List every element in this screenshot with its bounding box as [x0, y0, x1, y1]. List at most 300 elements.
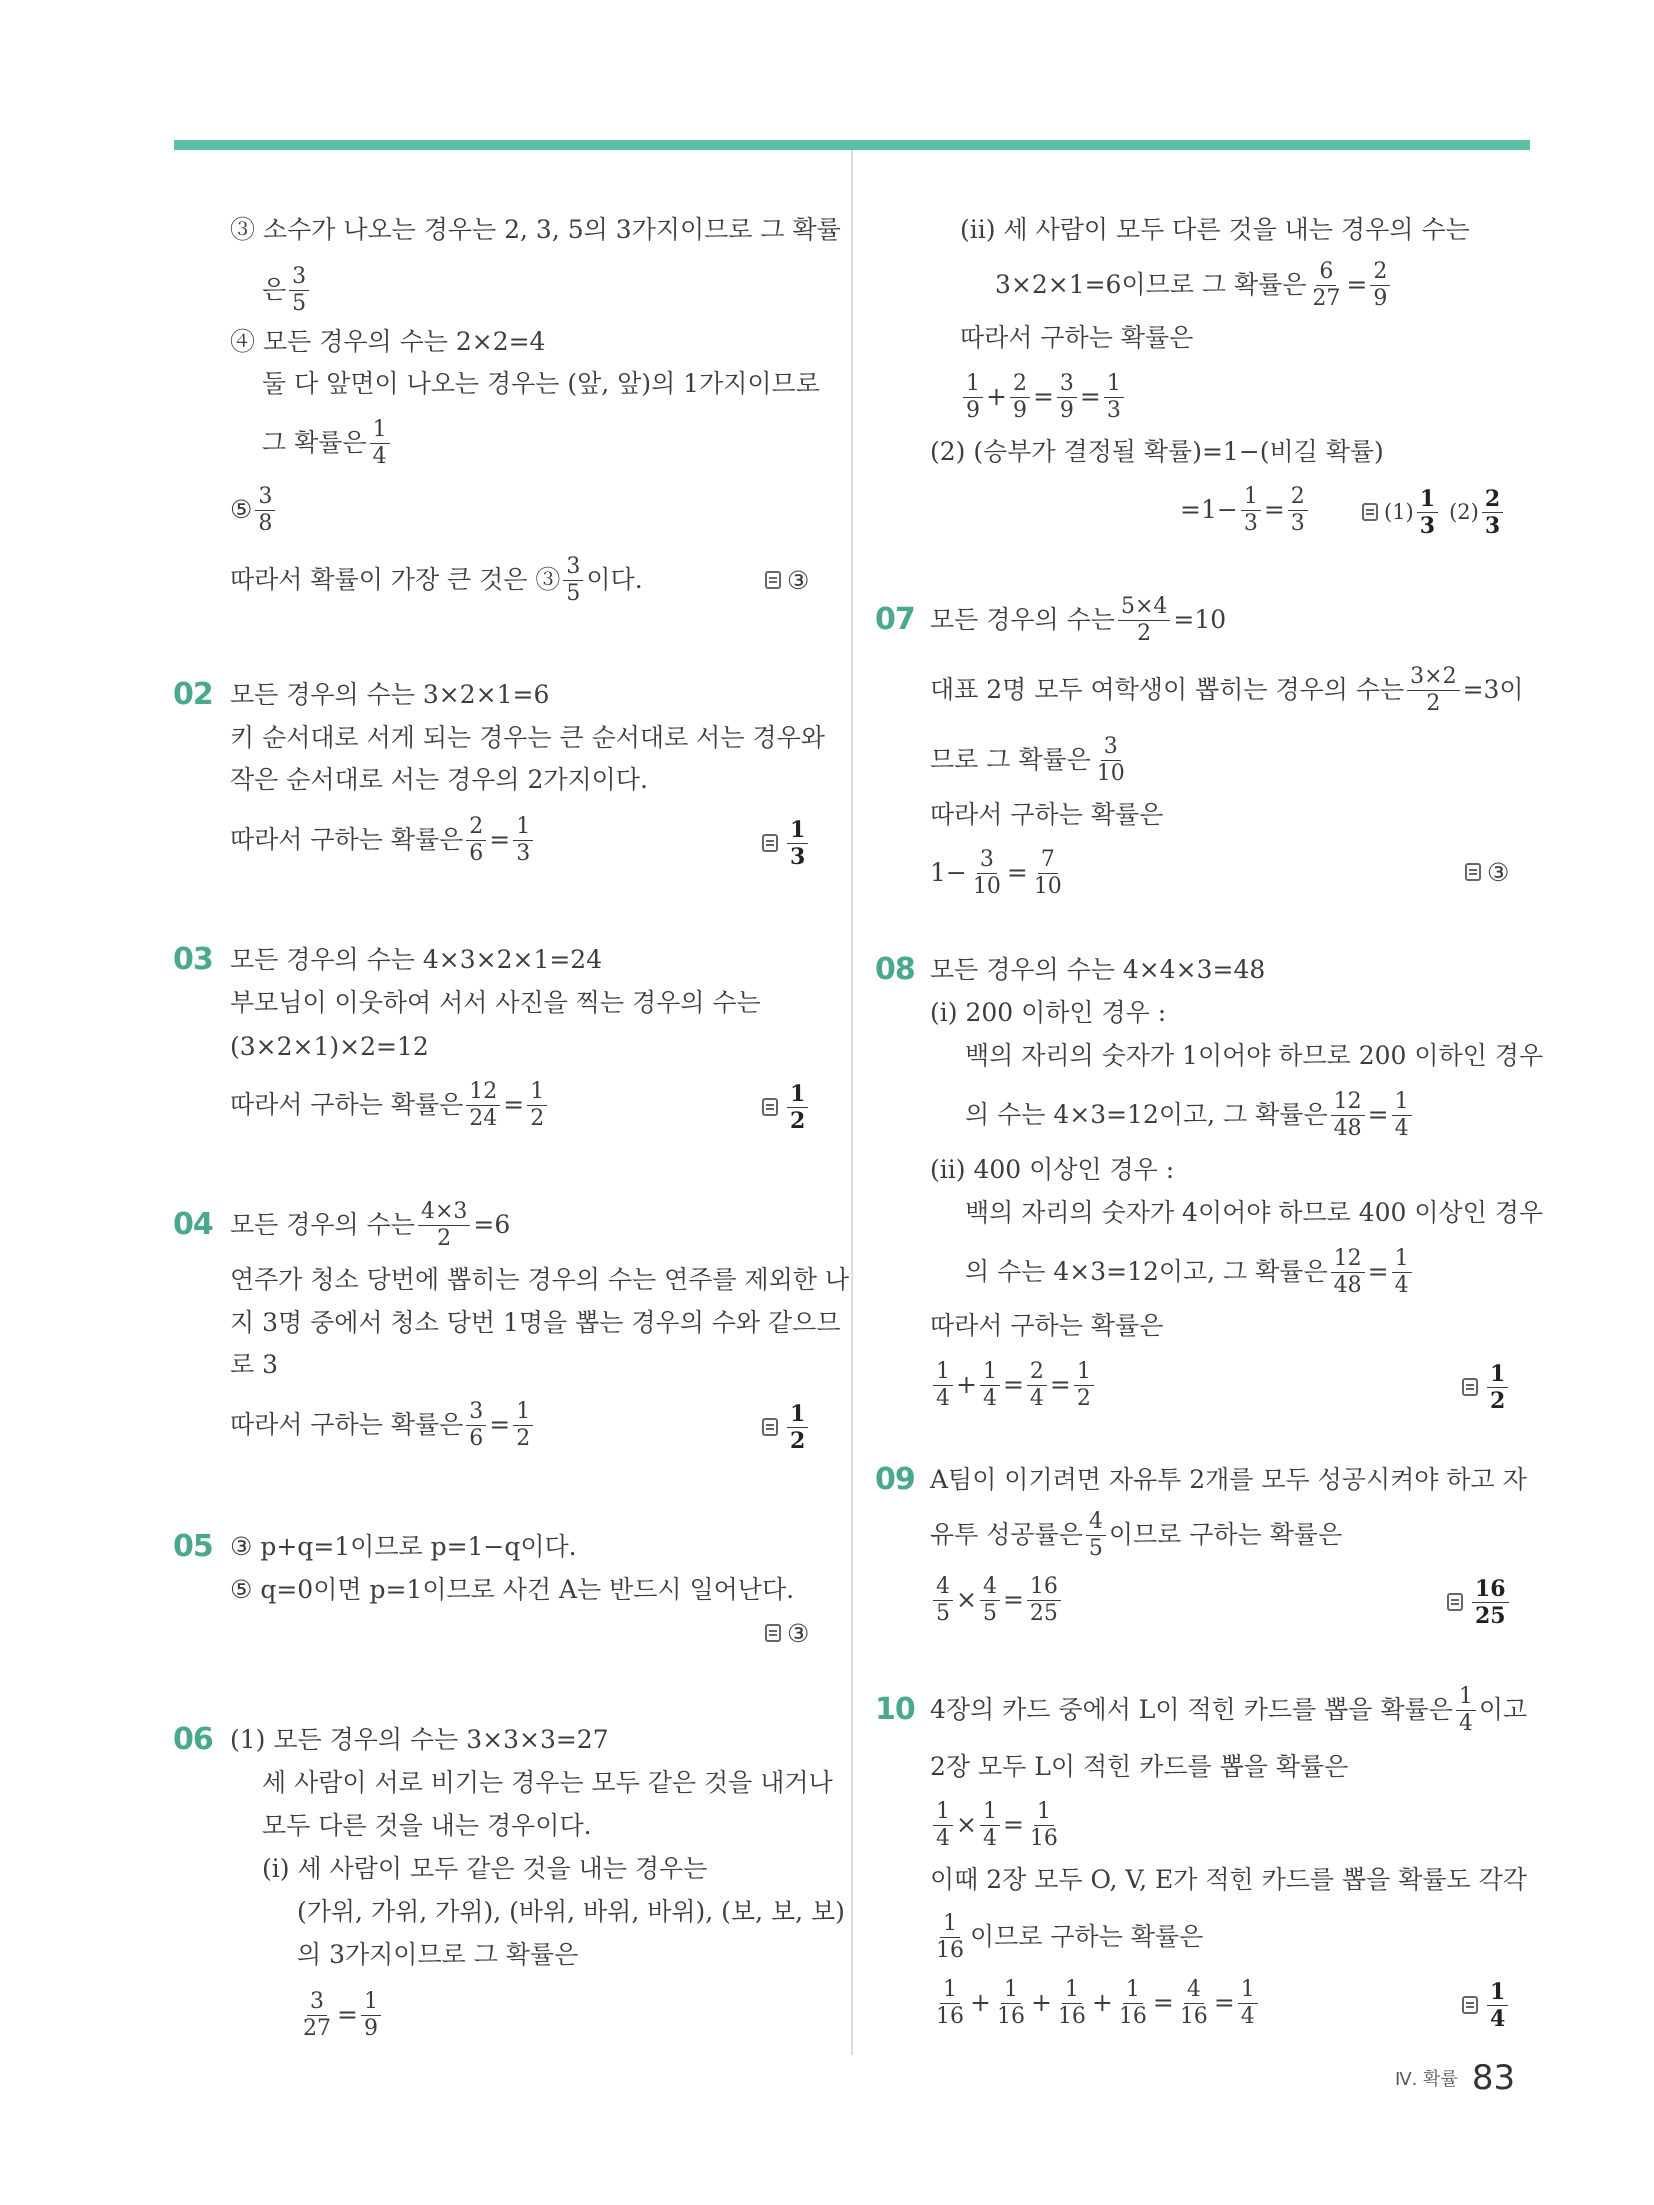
- text: 따라서 구하는 확률은: [230, 1410, 464, 1439]
- denominator: 4: [1240, 2003, 1255, 2029]
- denominator: 10: [1096, 760, 1125, 786]
- denominator: 2: [790, 1107, 806, 1134]
- answer-fraction: [1472, 1575, 1509, 1629]
- p05-line1: [230, 1527, 577, 1567]
- numerator: 3: [307, 1991, 327, 2016]
- operator: =: [1006, 858, 1028, 887]
- fraction: [1086, 1508, 1106, 1561]
- p04-line1: [230, 1200, 510, 1250]
- operator: +: [970, 1988, 991, 2017]
- denominator: 3: [1484, 512, 1501, 539]
- text: (1) 모든 경우의 수는 3×3×3=27: [230, 1725, 609, 1754]
- denominator: 9: [966, 397, 980, 423]
- denominator: 2: [1490, 1387, 1506, 1414]
- p01-line5: [262, 364, 820, 404]
- answer-label: (1): [1384, 500, 1414, 524]
- p06-line5: [297, 1892, 845, 1932]
- denominator: 16: [1118, 2003, 1147, 2029]
- p03-line2: [230, 983, 761, 1023]
- p07-line4: [930, 795, 1163, 835]
- fraction: [980, 1358, 1000, 1411]
- denominator: 10: [1033, 873, 1062, 899]
- numerator: 16: [1027, 1576, 1061, 1601]
- fraction: [563, 553, 583, 606]
- numerator: 1: [1417, 488, 1438, 513]
- text: 따라서 확률이 가장 큰 것은 ③: [230, 565, 561, 594]
- text: 키 순서대로 서게 되는 경우는 큰 순서대로 서는 경우와: [230, 723, 825, 752]
- text: 의 3가지이므로 그 확률은: [297, 1940, 579, 1969]
- p09-line3: [930, 1575, 1064, 1625]
- denominator: 2: [790, 1427, 806, 1454]
- answer-value: ③: [787, 565, 810, 595]
- fraction: [466, 1398, 486, 1451]
- p02-line3: [230, 760, 648, 800]
- p07-line1: [930, 595, 1226, 645]
- operator: +: [986, 382, 1007, 411]
- denominator: 5: [982, 1600, 997, 1626]
- text: 따라서 구하는 확률은: [230, 1090, 464, 1119]
- fraction: [513, 1398, 533, 1451]
- problem-number-08: 08: [875, 952, 915, 987]
- operator: =: [1032, 382, 1054, 411]
- numerator: 1: [933, 1361, 953, 1386]
- problem-number-06: 06: [173, 1722, 213, 1757]
- fraction: [1288, 483, 1308, 536]
- fraction: [933, 1976, 967, 2029]
- p06b-line6: [1180, 485, 1311, 535]
- p07-line3: [930, 735, 1131, 785]
- p10-line6: [930, 1978, 1261, 2028]
- numerator: 1: [527, 1081, 547, 1106]
- p03-line1: [230, 940, 602, 980]
- answer-07: [1465, 852, 1509, 892]
- text: 백의 자리의 숫자가 1이어야 하므로 200 이하인 경우: [965, 1041, 1544, 1070]
- text: 부모님이 이웃하여 서서 사진을 찍는 경우의 수는: [230, 988, 761, 1017]
- denominator: 3: [516, 840, 531, 866]
- numerator: 1: [787, 1083, 808, 1108]
- fraction: [1177, 1976, 1211, 2029]
- numerator: 12: [466, 1081, 500, 1106]
- p08-line1: [930, 950, 1265, 990]
- p03-line3: [230, 1027, 429, 1067]
- p08-line2: [930, 993, 1166, 1033]
- operator: ×: [956, 1585, 977, 1614]
- answer-03: [762, 1082, 811, 1132]
- text: (2) (승부가 결정될 확률)=1−(비길 확률): [930, 437, 1384, 466]
- answer-10: [1462, 1980, 1511, 2030]
- p06b-line4: [960, 372, 1127, 422]
- fraction: [994, 1976, 1028, 2029]
- p02-line2: [230, 718, 825, 758]
- denominator: 24: [469, 1105, 498, 1131]
- answer-icon: [762, 1098, 778, 1116]
- text: =3이: [1462, 675, 1524, 704]
- numerator: 1: [1241, 486, 1261, 511]
- text: 로 3: [230, 1350, 279, 1379]
- numerator: 3: [1057, 373, 1077, 398]
- p07-line5: [930, 848, 1068, 898]
- text: 모든 경우의 수는: [230, 1210, 415, 1239]
- fraction: [1094, 733, 1128, 786]
- fraction: [933, 1910, 967, 1963]
- fraction: [1456, 1683, 1476, 1736]
- text: (ⅱ) 세 사람이 모두 다른 것을 내는 경우의 수는: [960, 215, 1470, 244]
- operator: =: [1049, 1370, 1071, 1399]
- text: =1−: [1180, 495, 1238, 524]
- denominator: 5: [936, 1600, 950, 1626]
- operator: =: [1079, 382, 1101, 411]
- answer-icon: [1447, 1593, 1463, 1611]
- fraction: [527, 1078, 547, 1131]
- fraction: [466, 1078, 500, 1131]
- fraction: [361, 1988, 381, 2041]
- p06-line1: [230, 1720, 609, 1760]
- denominator: 6: [469, 1425, 484, 1451]
- numerator: 2: [466, 816, 486, 841]
- numerator: 4: [980, 1576, 1000, 1601]
- text: ③ p+q=1이므로 p=1−q이다.: [230, 1532, 577, 1561]
- numerator: 3: [563, 556, 583, 581]
- numerator: 1: [787, 1403, 808, 1428]
- text: 은: [262, 275, 287, 304]
- answer-icon: [765, 1624, 781, 1642]
- page-number: 83: [1471, 2058, 1516, 2098]
- fraction: [1309, 258, 1343, 311]
- p10-line3: [930, 1800, 1064, 1850]
- p10-line5: [930, 1912, 1203, 1962]
- p07-line2: [930, 665, 1524, 715]
- numerator: 7: [1038, 849, 1058, 874]
- denominator: 2: [1137, 620, 1152, 646]
- p01-line2: [262, 265, 312, 315]
- text: (ⅰ) 200 이하인 경우 :: [930, 998, 1167, 1027]
- text: 이므로 구하는 확률은: [1108, 1520, 1343, 1549]
- numerator: 12: [1331, 1091, 1365, 1116]
- numerator: 2: [1370, 261, 1390, 286]
- text: (ⅱ) 400 이상인 경우 :: [930, 1155, 1175, 1184]
- answer-fraction: [787, 816, 808, 870]
- p04-line5: [230, 1400, 536, 1450]
- fraction: [1392, 1088, 1412, 1141]
- text: 작은 순서대로 서는 경우의 2가지이다.: [230, 765, 648, 794]
- text: 유투 성공률은: [930, 1520, 1083, 1549]
- answer-icon: [762, 834, 778, 852]
- numerator: 1: [370, 419, 390, 444]
- answer-06: [1362, 487, 1506, 537]
- answer-icon: [1462, 1996, 1478, 2014]
- p08-line9: [930, 1360, 1097, 1410]
- numerator: 2: [1288, 486, 1308, 511]
- text: 모두 다른 것을 내는 경우이다.: [262, 1811, 592, 1840]
- denominator: 3: [1243, 510, 1258, 536]
- p01-line4: [230, 322, 545, 362]
- text: 3×2×1=6이므로 그 확률은: [995, 270, 1307, 299]
- text: 둘 다 앞면이 나오는 경우는 (앞, 앞)의 1가지이므로: [262, 369, 820, 398]
- numerator: 1: [1456, 1686, 1476, 1711]
- p06-line2: [262, 1763, 833, 1803]
- operator: =: [1002, 1370, 1024, 1399]
- denominator: 3: [1419, 512, 1436, 539]
- p01-line7: [230, 485, 278, 535]
- p01-line6: [262, 418, 393, 468]
- p06b-line3: [960, 318, 1193, 358]
- text: ⑤ q=0이면 p=1이므로 사건 A는 반드시 일어난다.: [230, 1575, 795, 1604]
- numerator: 3: [1101, 736, 1121, 761]
- p08-line7: [965, 1247, 1415, 1297]
- fraction: [289, 263, 309, 316]
- problem-number-05: 05: [173, 1529, 213, 1564]
- denominator: 3: [1290, 510, 1305, 536]
- text: 이므로 구하는 확률은: [970, 1922, 1204, 1951]
- denominator: 2: [516, 1425, 531, 1451]
- answer-fraction: [787, 1080, 808, 1134]
- p08-line4: [965, 1090, 1415, 1140]
- denominator: 4: [936, 1385, 950, 1411]
- denominator: 4: [982, 1825, 997, 1851]
- denominator: 16: [1029, 1825, 1058, 1851]
- text: 따라서 구하는 확률은: [930, 1311, 1164, 1340]
- operator: +: [956, 1370, 977, 1399]
- operator: =: [1002, 1810, 1024, 1839]
- fraction: [1118, 593, 1170, 646]
- fraction: [300, 1988, 334, 2041]
- denominator: 4: [936, 1825, 950, 1851]
- numerator: 3×2: [1407, 666, 1459, 691]
- answer-fraction: [1487, 1978, 1508, 2032]
- numerator: 1: [940, 1913, 960, 1938]
- fraction: [418, 1198, 470, 1251]
- denominator: 4: [1490, 2005, 1506, 2032]
- fraction: [1331, 1088, 1365, 1141]
- answer-icon: [1465, 863, 1481, 881]
- fraction: [1010, 370, 1030, 423]
- numerator: 1: [1238, 1979, 1258, 2004]
- fraction: [370, 416, 390, 469]
- operator: =: [1002, 1585, 1024, 1614]
- fraction: [513, 813, 533, 866]
- text: ④ 모든 경우의 수는 2×2=4: [230, 327, 546, 356]
- denominator: 25: [1029, 1600, 1058, 1626]
- numerator: 3: [255, 486, 275, 511]
- denominator: 4: [1394, 1115, 1409, 1141]
- p10-line1: [930, 1685, 1527, 1735]
- denominator: 27: [303, 2015, 331, 2041]
- numerator: 1: [787, 819, 808, 844]
- denominator: 27: [1312, 285, 1341, 311]
- numerator: 1: [1001, 1979, 1021, 2004]
- denominator: 2: [437, 1225, 452, 1251]
- text: 므로 그 확률은: [930, 745, 1091, 774]
- problem-number-07: 07: [875, 602, 915, 637]
- numerator: 1: [513, 1401, 533, 1426]
- p02-line4: [230, 815, 536, 865]
- operator: ×: [956, 1810, 977, 1839]
- answer-value: ③: [787, 1618, 810, 1648]
- text: 모든 경우의 수는 3×2×1=6: [230, 680, 550, 709]
- numerator: 16: [1472, 1578, 1509, 1603]
- text: (가위, 가위, 가위), (바위, 바위, 바위), (보, 보, 보): [297, 1897, 845, 1926]
- text: 지 3명 중에서 청소 당번 1명을 뽑는 경우의 수와 같으므: [230, 1308, 841, 1337]
- p09-line1: [930, 1460, 1527, 1500]
- p10-line2: [930, 1747, 1348, 1787]
- p10-line4: [930, 1860, 1527, 1900]
- numerator: 2: [1027, 1361, 1047, 1386]
- p06b-line5: [930, 432, 1384, 472]
- text: 따라서 구하는 확률은: [230, 825, 464, 854]
- denominator: 9: [1373, 285, 1388, 311]
- numerator: 3: [289, 266, 309, 291]
- denominator: 9: [1059, 397, 1074, 423]
- answer-04: [762, 1402, 811, 1452]
- fraction: [933, 1358, 953, 1411]
- denominator: 4: [982, 1385, 997, 1411]
- numerator: 1: [1062, 1979, 1082, 2004]
- answer-fraction: [1487, 1360, 1508, 1414]
- text: 세 사람이 서로 비기는 경우는 모두 같은 것을 내거나: [262, 1768, 833, 1797]
- answer-05: [765, 1613, 809, 1653]
- answer-01: [765, 560, 809, 600]
- p05-line2: [230, 1570, 794, 1610]
- fraction: [1027, 1573, 1061, 1626]
- numerator: 4: [1184, 1979, 1204, 2004]
- text: 백의 자리의 숫자가 4이어야 하므로 400 이상인 경우: [965, 1198, 1544, 1227]
- fraction: [1027, 1798, 1061, 1851]
- denominator: 4: [1458, 1710, 1473, 1736]
- denominator: 16: [936, 1937, 964, 1963]
- denominator: 4: [1394, 1272, 1409, 1298]
- denominator: 6: [469, 840, 484, 866]
- denominator: 16: [1057, 2003, 1086, 2029]
- denominator: 3: [1106, 397, 1121, 423]
- p06-line4: [262, 1849, 707, 1889]
- answer-icon: [1362, 503, 1378, 521]
- denominator: 25: [1475, 1602, 1506, 1629]
- answer-value: ③: [1487, 857, 1510, 887]
- operator: =: [1152, 1988, 1174, 2017]
- denominator: 2: [1076, 1385, 1091, 1411]
- text: 의 수는 4×3=12이고, 그 확률은: [965, 1257, 1328, 1286]
- text: 연주가 청소 당번에 뽑히는 경우의 수는 연주를 제외한 나: [230, 1265, 850, 1294]
- fraction: [1104, 370, 1124, 423]
- operator: =: [503, 1090, 525, 1119]
- fraction: [970, 846, 1004, 899]
- numerator: 5×4: [1118, 596, 1170, 621]
- fraction: [1238, 1976, 1258, 2029]
- p04-line3: [230, 1303, 840, 1343]
- text: 모든 경우의 수는 4×4×3=48: [930, 955, 1266, 984]
- text: 모든 경우의 수는 4×3×2×1=24: [230, 945, 603, 974]
- numerator: 3: [977, 849, 997, 874]
- numerator: 1: [1392, 1091, 1412, 1116]
- fraction: [980, 1798, 1000, 1851]
- operator: =: [489, 825, 511, 854]
- operator: =: [1367, 1257, 1389, 1286]
- numerator: 1: [1104, 373, 1124, 398]
- operator: +: [1030, 1988, 1052, 2017]
- problem-number-09: 09: [875, 1462, 915, 1497]
- fraction: [1074, 1358, 1094, 1411]
- p03-line4: [230, 1080, 550, 1130]
- numerator: 1: [1487, 1363, 1508, 1388]
- text: =6: [473, 1210, 511, 1239]
- fraction: [963, 370, 983, 423]
- denominator: 9: [1012, 397, 1027, 423]
- top-accent-bar: [174, 140, 1530, 150]
- p08-line5: [930, 1150, 1174, 1190]
- fraction: [1392, 1245, 1412, 1298]
- text: 따라서 구하는 확률은: [930, 800, 1164, 829]
- text: 1−: [930, 858, 967, 887]
- fraction: [980, 1573, 1000, 1626]
- denominator: 5: [292, 290, 307, 316]
- problem-number-03: 03: [173, 942, 213, 977]
- denominator: 3: [790, 843, 806, 870]
- answer-icon: [1462, 1378, 1478, 1396]
- text: 이다.: [586, 565, 643, 594]
- fraction: [933, 1798, 953, 1851]
- answer-fraction: [1482, 485, 1503, 539]
- fraction: [255, 483, 275, 536]
- p02-line1: [230, 675, 549, 715]
- numerator: 1: [1392, 1248, 1412, 1273]
- text: 2장 모두 L이 적힌 카드를 뽑을 확률은: [930, 1752, 1349, 1781]
- denominator: 16: [936, 2003, 964, 2029]
- p08-line6: [965, 1193, 1543, 1233]
- denominator: 4: [1029, 1385, 1044, 1411]
- operator: +: [1091, 1988, 1113, 2017]
- fraction: [1407, 663, 1459, 716]
- operator: =: [1346, 270, 1368, 299]
- page-footer: [1395, 2058, 1515, 2098]
- p04-line4: [230, 1345, 278, 1385]
- fraction: [1057, 370, 1077, 423]
- problem-number-10: 10: [875, 1692, 915, 1727]
- numerator: 4: [933, 1576, 953, 1601]
- denominator: 10: [972, 873, 1001, 899]
- p08-line3: [965, 1036, 1543, 1076]
- p08-line8: [930, 1306, 1163, 1346]
- numerator: 1: [1034, 1801, 1054, 1826]
- numerator: 1: [1487, 1981, 1508, 2006]
- numerator: 2: [1010, 373, 1030, 398]
- numerator: 1: [513, 816, 533, 841]
- text: 4장의 카드 중에서 L이 적힌 카드를 뽑을 확률은: [930, 1695, 1453, 1724]
- p06-line7: [297, 1990, 384, 2040]
- p06-line3: [262, 1806, 592, 1846]
- operator: =: [1263, 495, 1285, 524]
- text: 그 확률은: [262, 428, 367, 457]
- fraction: [1055, 1976, 1089, 2029]
- answer-icon: [762, 1418, 778, 1436]
- text: 이때 2장 모두 O, V, E가 적힌 카드를 뽑을 확률도 각각: [930, 1865, 1527, 1894]
- text: 따라서 구하는 확률은: [960, 323, 1194, 352]
- answer-fraction: [787, 1400, 808, 1454]
- operator: =: [489, 1410, 511, 1439]
- p09-line2: [930, 1510, 1342, 1560]
- answer-08: [1462, 1362, 1511, 1412]
- numerator: 12: [1331, 1248, 1365, 1273]
- fraction: [1027, 1358, 1047, 1411]
- answer-09: [1447, 1577, 1512, 1627]
- fraction: [1370, 258, 1390, 311]
- operator: =: [1213, 1988, 1235, 2017]
- fraction: [466, 813, 486, 866]
- fraction: [1331, 1245, 1365, 1298]
- text: A팀이 이기려면 자유투 2개를 모두 성공시켜야 하고 자: [930, 1465, 1527, 1494]
- numerator: 1: [980, 1361, 1000, 1386]
- operator: =: [1367, 1100, 1389, 1129]
- text: (ⅰ) 세 사람이 모두 같은 것을 내는 경우는: [262, 1854, 708, 1883]
